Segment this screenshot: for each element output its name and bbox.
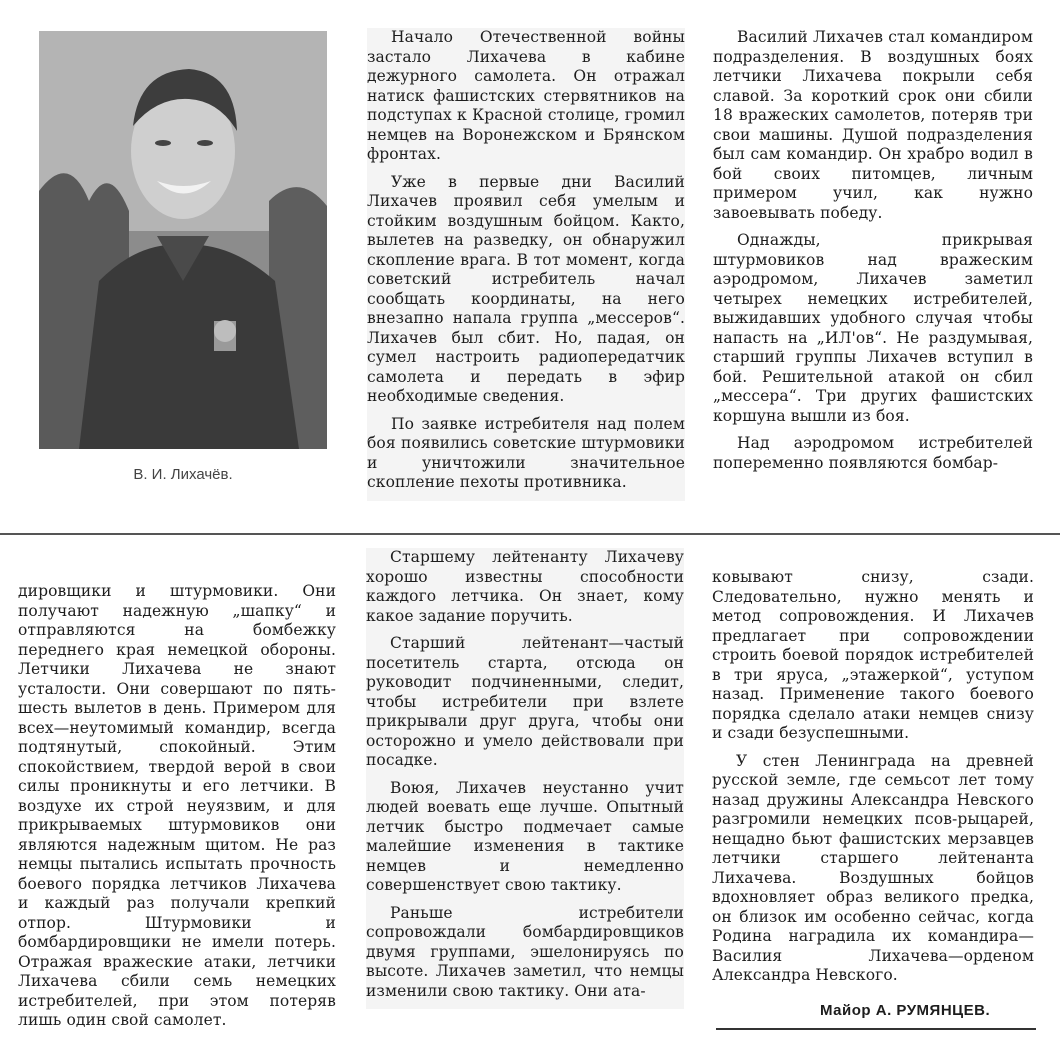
portrait-photo: [39, 31, 327, 449]
paragraph: Воюя, Лихачев неустанно учит людей воевать еще лучше. Опытный летчик быстро подмечает самые малейшие изменения в тактике немцев и немедленно совершенствует свою тактику.: [366, 778, 684, 894]
paragraph: Старшему лейтенанту Лихачеву хорошо известны способности каждого летчика. Он знает, кому какое задание поручить.: [366, 548, 684, 625]
paragraph: Однажды, прикрывая штурмовиков над вражеским аэродромом, Лихачев заметил четырех немецких истребителей, выжидавших удобного случая чтобы напасть на „ИЛ'ов“. Не раздумывая, старший группы Лихачев вступил в бой. Решительной атакой он сбил „мессера“. Три других фашистских коршуна вышли из боя.: [713, 231, 1033, 425]
article-column-3: [18, 582, 336, 1039]
paragraph: Над аэродромом истребителей попеременно появляются бомбар-: [713, 434, 1033, 472]
article-column-5: [712, 568, 1034, 994]
paragraph: Уже в первые дни Василий Лихачев проявил себя умелым и стойким воздушным бойцом. Както, вылетев на разведку, он обнаружил скопление врага. В тот момент, когда советский истребитель начал сообщать координаты, на него внезапно напала группа „мессеров“. Лихачев был сбит. Но, падая, он сумел настроить радиопередатчик самолета и передать в эфир необходимые сведения.: [367, 172, 685, 405]
paragraph: Начало Отечественной войны застало Лихачева в кабине дежурного самолета. Он отражал натиск фашистских стервятников на подступах к Красной столице, громил немцев на Воронежском и Брянском фронтах.: [367, 28, 685, 163]
article-column-4: [366, 548, 684, 1009]
portrait-illustration: [39, 31, 327, 449]
paragraph: ковывают снизу, сзади. Следовательно, нужно менять и метод сопровождения. И Лихачев предлагает при сопровождении строить боевой порядок истребителей в три яруса, „этажеркой“, уступом назад. Применение такого боевого порядка сделало атаки немцев снизу и сзади безуспешными.: [712, 568, 1034, 742]
paragraph: У стен Ленинграда на древней русской земле, где семьсот лет тому назад дружины Александра Невского разгромили немецких псов-рыцарей, нещадно бьют фашистских мерзавцев летчики старшего лейтенанта Лихачева. Воздушных бойцов вдохновляет образ великого предка, он близок им особенно сейчас, когда Родина наградила их командира—Василия Лихачева—орденом Александра Невского.: [712, 751, 1034, 984]
author-signature: Майор А. РУМЯНЦЕВ.: [820, 1002, 991, 1019]
paragraph: Старший лейтенант—частый посетитель старта, отсюда он руководит подчиненными, следит, чтобы истребители при взлете прикрывали друг друга, чтобы они осторожно и умело действовали при посадке.: [366, 634, 684, 769]
paragraph: дировщики и штурмовики. Они получают надежную „шапку“ и отправляются на бомбежку переднего края немецкой обороны. Летчики Лихачева не знают усталости. Они совершают по пять-шесть вылетов в день. Примером для всех—неутомимый командир, всегда подтянутый, спокойный. Этим спокойствием, твердой верой в свои силы проникнуты и его летчики. В воздухе их строй неуязвим, и для прикрываемых штурмовиков они являются надежным щитом. Не раз немцы пытались испытать прочность боевого порядка летчиков Лихачева и каждый раз получали крепкий отпор. Штурмовики и бомбардировщики не имели потерь. Отражая вражеские атаки, летчики Лихачева сбили семь немецких истребителей, при этом потеряв лишь один свой самолет.: [18, 582, 336, 1029]
photo-caption: В. И. Лихачёв.: [133, 466, 233, 483]
article-column-2: [713, 28, 1033, 481]
signature-rule: [716, 1028, 1036, 1030]
paragraph: Раньше истребители сопровождали бомбардировщиков двумя группами, эшелонируясь по высоте. Лихачев заметил, что немцы изменили свою тактику. Они ата-: [366, 903, 684, 1000]
paragraph: По заявке истребителя над полем боя появились советские штурмовики и уничтожили значительное скопление пехоты противника.: [367, 414, 685, 491]
article-column-1: [367, 28, 685, 501]
paragraph: Василий Лихачев стал командиром подразделения. В воздушных боях летчики Лихачева покрыли себя славой. За короткий срок они сбили 18 вражеских самолетов, потеряв три свои машины. Душой подразделения был сам командир. Он храбро водил в бой своих питомцев, личным примером учил, как нужно завоевывать победу.: [713, 28, 1033, 222]
section-divider: [0, 533, 1060, 535]
